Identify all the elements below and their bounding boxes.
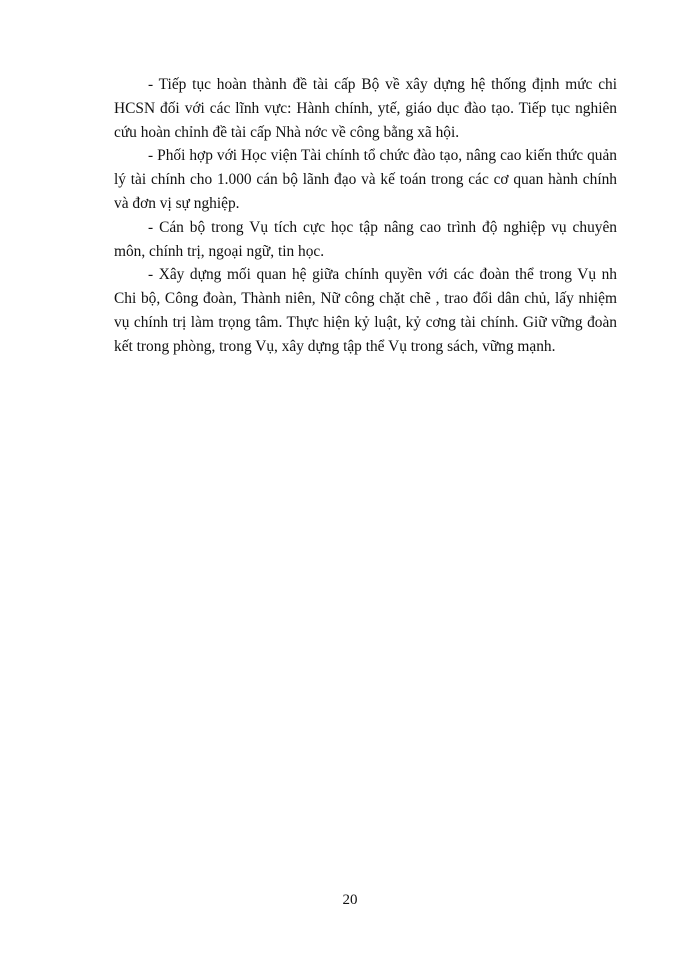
paragraph-relations-unity: - Xây dựng mối quan hệ giữa chính quyền với các đoàn thể trong Vụ nh Chi bộ, Công đoàn, Thành niên, Nữ công chặt chẽ , trao đổi dân chủ, lấy nhiệm vụ chính trị làm trọng tâm. Thực hiện kỷ luật, kỷ cơng tài chính. Giữ vững đoàn kết trong phòng, trong Vụ, xây dựng tập thể Vụ trong sách, vững mạnh. [114,266,617,355]
paragraph-research-projects: - Tiếp tục hoàn thành đề tài cấp Bộ về xây dựng hệ thống định mức chi HCSN đối với các lĩnh vực: Hành chính, ytế, giáo dục đào tạo. Tiếp tục nghiên cứu hoàn chỉnh đề tài cấp Nhà nớc về công bằng xã hội. [114,76,617,141]
paragraph-training-cooperation: - Phối hợp với Học viện Tài chính tổ chức đào tạo, nâng cao kiến thức quản lý tài chính cho 1.000 cán bộ lãnh đạo và kế toán trong các cơ quan hành chính và đơn vị sự nghiệp. [114,147,617,212]
page-number: 20 [342,892,358,908]
body-text [114,73,617,359]
paragraph-staff-study: - Cán bộ trong Vụ tích cực học tập nâng cao trình độ nghiệp vụ chuyên môn, chính trị, ngoại ngữ, tin học. [114,218,617,260]
